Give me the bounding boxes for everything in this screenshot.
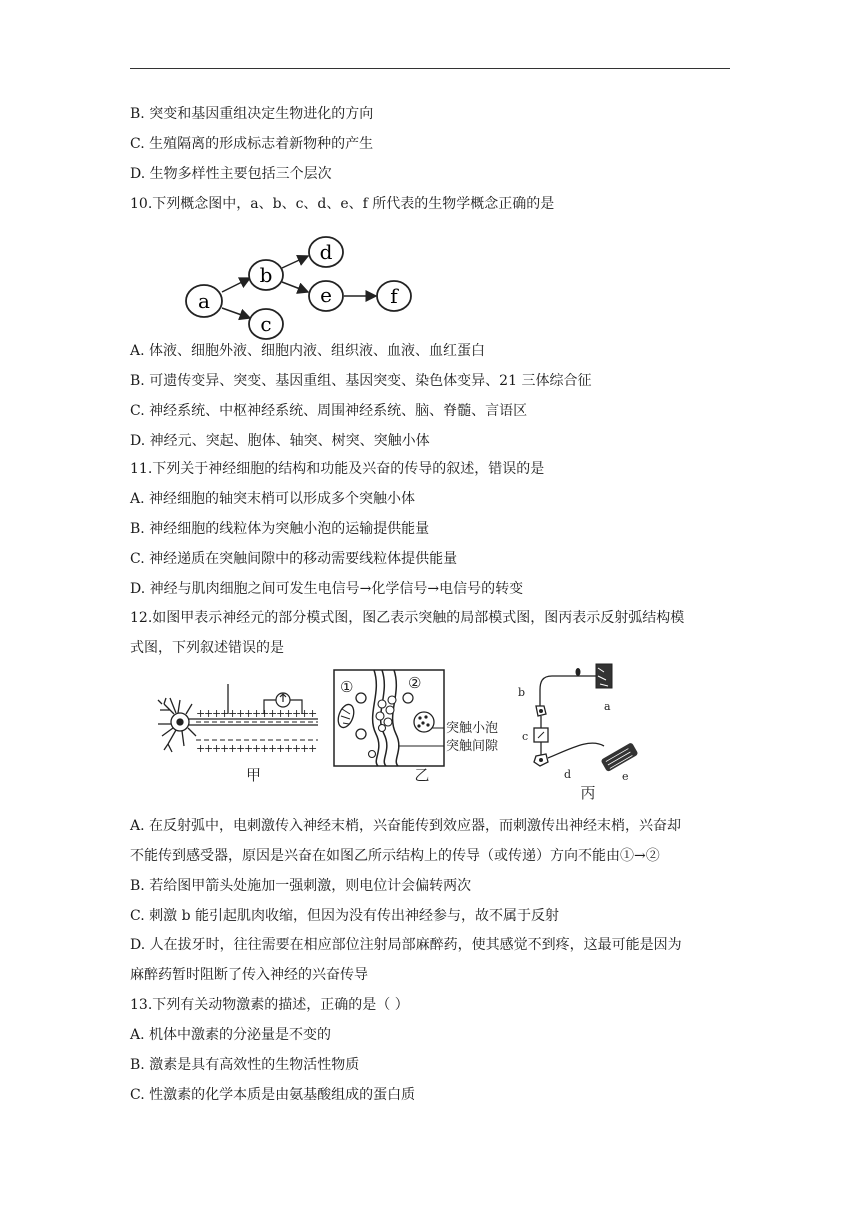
svg-text:c: c (260, 312, 272, 336)
text-line: C. 神经递质在突触间隙中的移动需要线粒体提供能量 (130, 551, 458, 567)
svg-text:c: c (522, 730, 529, 743)
text-line: A. 体液、细胞外液、细胞内液、组织液、血液、血红蛋白 (130, 343, 486, 359)
node-d (309, 237, 343, 267)
node-b (249, 260, 283, 290)
membrane-charges (196, 707, 317, 755)
text-line: C. 刺激 b 能引起肌肉收缩，但因为没有传出神经参与，故不属于反射 (130, 908, 559, 924)
text-line: 10.下列概念图中，a、b、c、d、e、f 所代表的生物学概念正确的是 (130, 196, 555, 212)
svg-text:b: b (259, 263, 273, 287)
svg-text:f: f (390, 284, 398, 308)
text-line: B. 神经细胞的线粒体为突触小泡的运输提供能量 (130, 521, 430, 537)
text-line: 不能传到感受器，原因是兴奋在如图乙所示结构上的传导（或传递）方向不能由①→② (130, 848, 660, 864)
svg-text:a: a (604, 700, 611, 713)
node-a (186, 285, 222, 317)
effector-muscle (600, 742, 638, 772)
svg-text:+: + (308, 707, 318, 720)
svg-text:②: ② (408, 674, 422, 692)
text-line: C. 性激素的化学本质是由氨基酸组成的蛋白质 (130, 1087, 416, 1103)
text-line: D. 神经与肌肉细胞之间可发生电信号→化学信号→电信号的转变 (130, 581, 524, 597)
svg-text:d: d (564, 768, 572, 781)
svg-text:+: + (276, 742, 286, 755)
svg-text:+: + (212, 742, 222, 755)
svg-text:+: + (292, 707, 302, 720)
node-f (377, 281, 411, 311)
svg-text:e: e (622, 770, 629, 783)
svg-text:+: + (260, 742, 270, 755)
text-line: 式图，下列叙述错误的是 (130, 640, 284, 656)
node-c (249, 309, 283, 339)
header-rule (130, 68, 730, 69)
text-line: A. 在反射弧中，电刺激传入神经末梢，兴奋能传到效应器，而刺激传出神经末梢，兴奋却 (130, 818, 682, 834)
text-line: D. 人在拔牙时，往往需要在相应部位注射局部麻醉药，使其感觉不到疼，这最可能是因为 (130, 937, 682, 953)
svg-text:b: b (518, 686, 526, 699)
svg-text:e: e (320, 283, 332, 307)
figure-yi-synapse (332, 664, 512, 794)
svg-text:+: + (196, 742, 206, 755)
svg-text:①: ① (340, 678, 354, 696)
node-e (309, 281, 343, 311)
text-line: A. 机体中激素的分泌量是不变的 (130, 1027, 332, 1043)
text-line: D. 神经元、突起、胞体、轴突、树突、突触小体 (130, 433, 430, 449)
svg-text:+: + (252, 707, 262, 720)
svg-text:+: + (268, 707, 278, 720)
figure-yi-caption: 乙 (414, 766, 430, 784)
svg-text:+: + (204, 707, 214, 720)
text-line: C. 生殖隔离的形成标志着新物种的产生 (130, 136, 374, 152)
text-line: D. 生物多样性主要包括三个层次 (130, 166, 332, 182)
svg-text:+: + (300, 742, 310, 755)
text-line: 13.下列有关动物激素的描述，正确的是（ ） (130, 997, 409, 1013)
svg-text:+: + (196, 707, 206, 720)
svg-text:+: + (236, 742, 246, 755)
svg-text:+: + (252, 742, 262, 755)
svg-text:+: + (284, 742, 294, 755)
text-line: B. 若给图甲箭头处施加一强刺激，则电位计会偏转两次 (130, 878, 472, 894)
figure-jia-caption: 甲 (246, 766, 262, 784)
svg-text:+: + (244, 707, 254, 720)
svg-text:+: + (292, 742, 302, 755)
text-line: 麻醉药暂时阻断了传入神经的兴奋传导 (130, 967, 368, 983)
svg-text:+: + (228, 742, 238, 755)
text-line: C. 神经系统、中枢神经系统、周围神经系统、脑、脊髓、言语区 (130, 403, 528, 419)
figure-jia-neuron (156, 664, 326, 784)
text-line: 12.如图甲表示神经元的部分模式图，图乙表示突触的局部模式图，图丙表示反射弧结构模 (130, 610, 685, 626)
text-line: B. 可遗传变异、突变、基因重组、基因突变、染色体变异、21 三体综合征 (130, 373, 592, 389)
svg-text:+: + (260, 707, 270, 720)
svg-text:+: + (276, 707, 286, 720)
svg-text:+: + (212, 707, 222, 720)
svg-text:+: + (300, 707, 310, 720)
svg-text:+: + (268, 742, 278, 755)
svg-text:+: + (236, 707, 246, 720)
svg-text:+: + (220, 742, 230, 755)
figure-bing-reflex-arc (512, 658, 662, 803)
label-synaptic-vesicle: 突触小泡 (446, 721, 499, 736)
figure-bing-caption: 丙 (580, 784, 596, 802)
svg-text:+: + (204, 742, 214, 755)
concept-map-figure (180, 230, 415, 342)
text-line: 11.下列关于神经细胞的结构和功能及兴奋的传导的叙述，错误的是 (130, 461, 545, 477)
svg-text:+: + (284, 707, 294, 720)
svg-text:a: a (198, 289, 210, 313)
svg-text:+: + (228, 707, 238, 720)
text-line: A. 神经细胞的轴突末梢可以形成多个突触小体 (130, 491, 416, 507)
svg-text:+: + (244, 742, 254, 755)
svg-text:+: + (308, 742, 318, 755)
svg-text:d: d (319, 240, 333, 264)
text-line: B. 突变和基因重组决定生物进化的方向 (130, 106, 374, 122)
label-synaptic-cleft: 突触间隙 (446, 739, 499, 754)
text-line: B. 激素是具有高效性的生物活性物质 (130, 1057, 360, 1073)
svg-text:+: + (220, 707, 230, 720)
